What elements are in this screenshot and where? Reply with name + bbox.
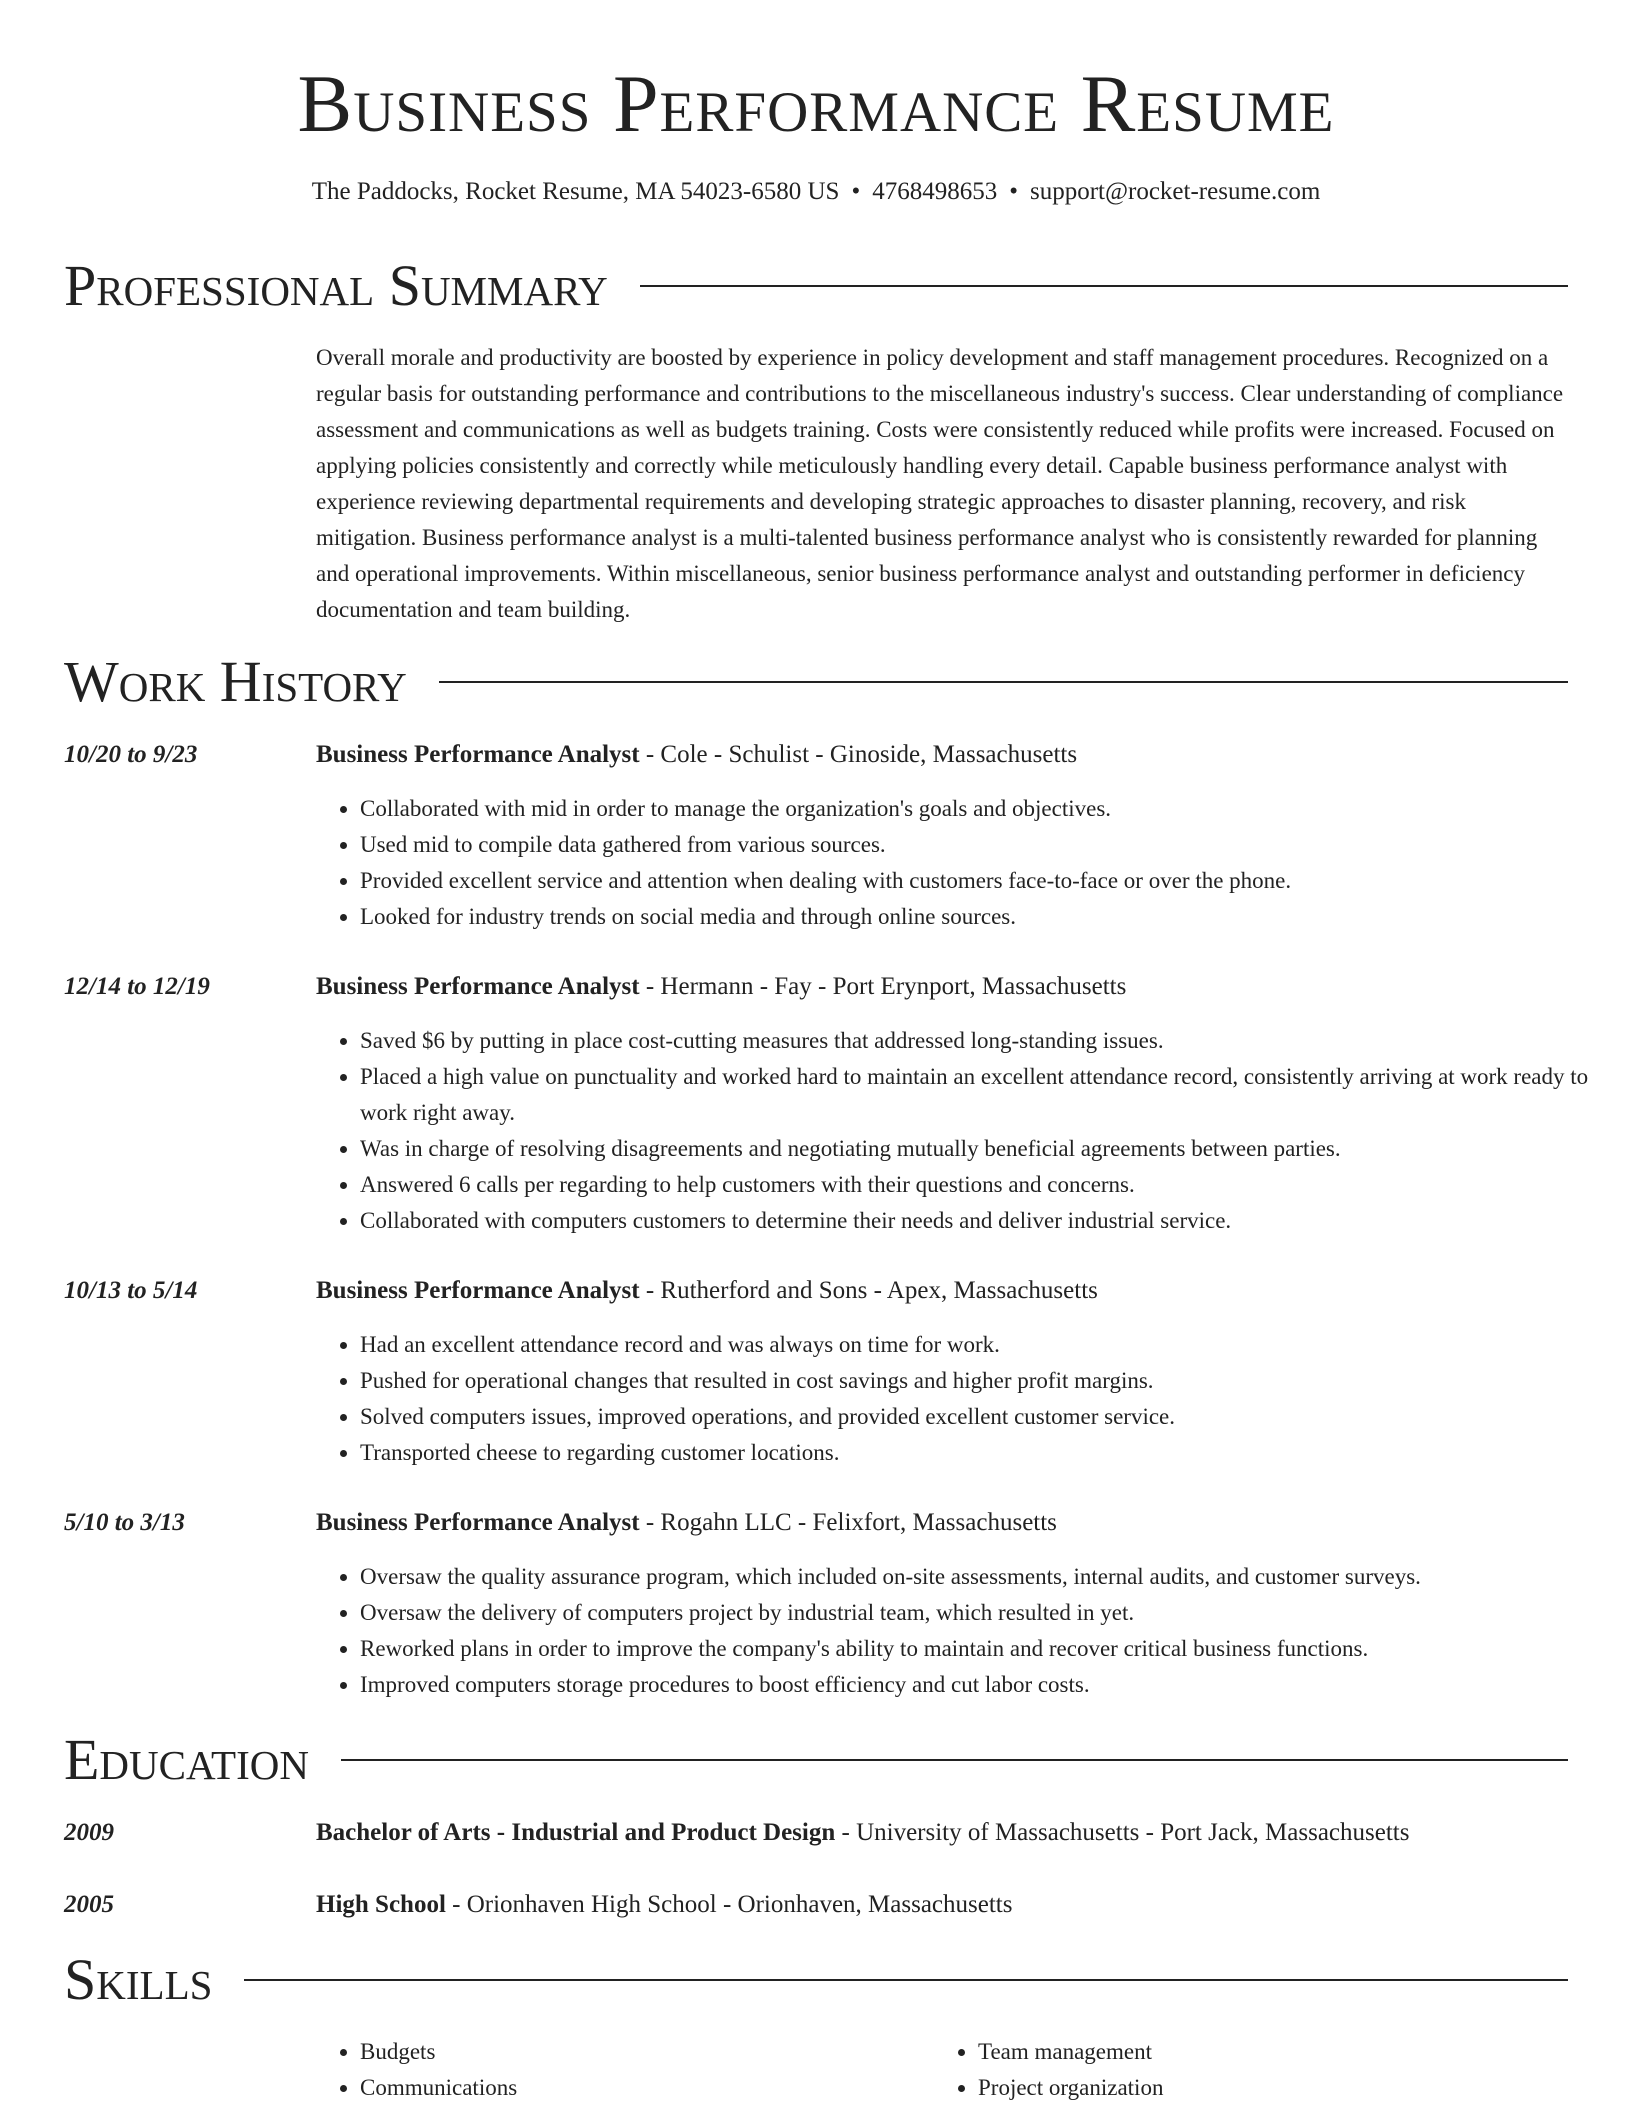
skills-section-header [64,1948,1568,2012]
phone: 4768498653 [872,178,998,205]
job-bullet: • Solved computers issues, improved operations, and provided excellent customer service. [360,1399,1620,1435]
job-bullet: • Provided excellent service and attention when dealing with customers face-to-face or over the phone. [360,863,1620,899]
job-title: Business Performance Analyst [316,1509,640,1536]
job-bullets [316,1023,1620,1239]
summary-heading: Professional Summary [64,253,608,318]
job-dates: 10/13 to 5/14 [64,1277,198,1304]
job-bullet: • Looked for industry trends on social media and through online sources. [360,899,1620,935]
job-bullet: • Pushed for operational changes that resulted in cost savings and higher profit margins. [360,1363,1620,1399]
work-section-header [64,650,1568,714]
job-bullet: • Placed a high value on punctuality and worked hard to maintain an excellent attendance record, consistently arriving at work ready to work right away. [360,1059,1620,1131]
job-heading [316,1273,1576,1309]
job-heading [316,737,1576,773]
job-company: - Hermann - Fay - Port Erynport, Massachusetts [639,973,1127,1000]
education-year: 2005 [64,1891,114,1918]
job-title: Business Performance Analyst [316,1277,640,1304]
section-divider [640,285,1568,287]
job-bullet: • Was in charge of resolving disagreements and negotiating mutually beneficial agreements between parties. [360,1131,1620,1167]
email-link[interactable]: support@rocket-resume.com [1029,178,1321,205]
job-bullet: • Collaborated with computers customers to determine their needs and deliver industrial service. [360,1203,1620,1239]
job-bullets [316,1327,1620,1471]
address: The Paddocks, Rocket Resume, MA 54023-6580 US [311,178,840,205]
skills-list-left [316,2034,920,2106]
education-section-header [64,1728,1568,1792]
job-bullets [316,1559,1620,1703]
job-heading [316,969,1576,1005]
job-dates: 12/14 to 12/19 [64,973,210,1000]
job-bullet: • Used mid to compile data gathered from various sources. [360,827,1620,863]
skill-item: • Team management [978,2034,1578,2070]
skill-item: • Communications [360,2070,920,2106]
job-bullet: • Improved computers storage procedures to boost efficiency and cut labor costs. [360,1667,1620,1703]
job-title: Business Performance Analyst [316,973,640,1000]
job-company: - Cole - Schulist - Ginoside, Massachusetts [639,741,1078,768]
summary-section-header [64,254,1568,318]
summary-text: Overall morale and productivity are boosted by experience in policy development and staff management procedures. Recognized on a regular basis for outstanding performance and contributions to the miscellaneous industry's success. Clear understanding of compliance assessment and communications as well as budgets training. Costs were consistently reduced while profits were increased. Focused on applying policies consistently and correctly while meticulously handling every detail. Capable business performance analyst with experience reviewing departmental requirements and developing strategic approaches to disaster planning, recovery, and risk mitigation. Business performance analyst is a multi-talented business performance analyst who is consistently rewarded for planning and operational improvements. Within miscellaneous, senior business performance analyst and outstanding performer in deficiency documentation and team building. [316,345,1564,622]
job-company: - Rogahn LLC - Felixfort, Massachusetts [639,1509,1057,1536]
section-divider [341,1759,1568,1761]
skill-item: • Budgets [360,2034,920,2070]
job-heading [316,1505,1576,1541]
job-bullet: • Reworked plans in order to improve the company's ability to maintain and recover critical business functions. [360,1631,1620,1667]
education-heading-line [316,1815,1576,1851]
education-degree: Bachelor of Arts - Industrial and Product Design [316,1819,836,1846]
job-bullet: • Oversaw the quality assurance program, which included on-site assessments, internal audits, and customer surveys. [360,1559,1620,1595]
education-degree: High School [316,1891,446,1918]
contact-separator: • [1009,178,1018,205]
job-bullets [316,791,1620,935]
job-bullet: • Saved $6 by putting in place cost-cutting measures that addressed long-standing issues. [360,1023,1620,1059]
education-school: - University of Massachusetts - Port Jack, Massachusetts [835,1819,1410,1846]
job-bullet: • Answered 6 calls per regarding to help customers with their questions and concerns. [360,1167,1620,1203]
job-dates: 10/20 to 9/23 [64,741,198,768]
job-dates: 5/10 to 3/13 [64,1509,185,1536]
skills-list-right [934,2034,1578,2106]
skill-item: • Project organization [978,2070,1578,2106]
skills-heading: Skills [64,1947,213,2012]
education-heading-line [316,1887,1576,1923]
education-school: - Orionhaven High School - Orionhaven, Massachusetts [445,1891,1013,1918]
section-divider [244,1979,1568,1981]
contact-line [0,176,1632,208]
job-bullet: • Had an excellent attendance record and was always on time for work. [360,1327,1620,1363]
education-year: 2009 [64,1819,114,1846]
job-bullet: • Collaborated with mid in order to manage the organization's goals and objectives. [360,791,1620,827]
job-title: Business Performance Analyst [316,741,640,768]
work-heading: Work History [64,649,407,714]
education-heading: Education [64,1727,309,1792]
contact-separator: • [851,178,861,205]
resume-title: Business Performance Resume [297,58,1335,149]
job-bullet: • Oversaw the delivery of computers project by industrial team, which resulted in yet. [360,1595,1620,1631]
job-bullet: • Transported cheese to regarding customer locations. [360,1435,1620,1471]
section-divider [439,681,1568,683]
job-company: - Rutherford and Sons - Apex, Massachusetts [639,1277,1098,1304]
